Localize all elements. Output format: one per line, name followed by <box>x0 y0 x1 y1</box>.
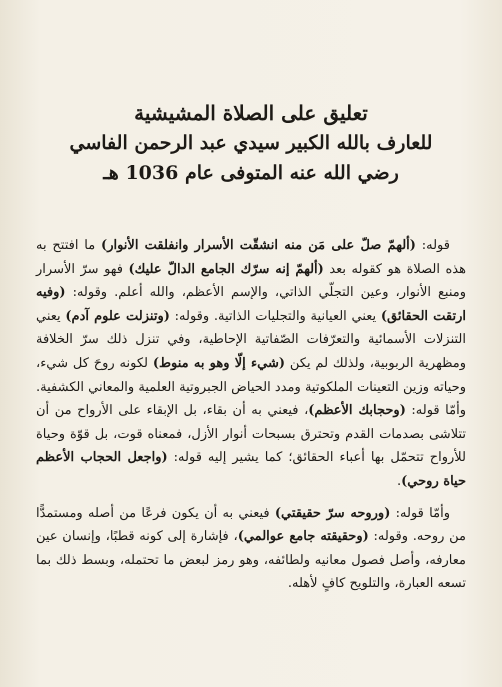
quoted-phrase: (شيء إلّا وهو به منوط) <box>152 355 286 371</box>
quoted-phrase: (وحجابك الأعظم) <box>308 403 406 419</box>
death-date-line: رضي الله عنه المتوفى عام 1036 هـ <box>103 162 399 184</box>
quoted-phrase: (ألهمّ إنه سرّك الجامع الدالّ عليك) <box>128 261 324 277</box>
text-run: قوله: <box>415 238 450 253</box>
text-run: يعني العيانية والتجليات الذاتية. وقوله: <box>169 308 381 324</box>
quoted-phrase: (واجعل الحجاب الأعظم حياة روحي) <box>36 450 466 489</box>
text-run: يعني التنزلات الأسمائية والتعرّفات الصّفاتية الإحاطية، وفي تنزل ذلك سرّ الخلافة ومظهرية الربوبية، ولذلك لم يكن <box>36 308 466 371</box>
text-run: . <box>397 473 402 489</box>
text-run: لكونه روحَ كل شيء، وحياته وزين التعينات الملكوتية ومدد الحياض الجبروتية العلمية والمعاني الكشفية. وأمّا قوله: <box>36 355 466 419</box>
bleed-through-text <box>40 22 462 52</box>
text-run: فهو سرّ الأسرار ومنبع الأنوار، وعين التجلّي الذاتي، والإسم الأعظم، والله أعلم. وقوله: <box>36 261 466 301</box>
text-run: فيعني به أن يكون فرعًا من أصله ومستمدًّا من روحه. وقوله: <box>36 505 467 545</box>
quoted-phrase: (وفيه ارتقت الحقائق) <box>36 285 466 324</box>
main-title: تعليق على الصلاة المشيشية <box>134 101 368 125</box>
quoted-phrase: (ألهمّ صلّ على مَن منه انشقّت الأسرار وانفلقت الأنوار) <box>101 238 416 253</box>
text-run: ما افتتح به هذه الصلاة هو كقوله بعد <box>36 238 466 277</box>
text-run: ، فإشارة إلى كونه قطبًا، وإنسان عين معارفه، وأصل فصول معانيه ولطائفه، وهو رمز لبعض ما تحتمله، وبسط ذلك بما تسعه العبارة، والتلويح كافٍ لأهله. <box>36 529 466 592</box>
author-line: للعارف بالله الكبير سيدي عبد الرحمن الفاسي <box>69 132 433 154</box>
text-run: ، فيعني به أن بقاء، بل الإبقاء على الأرواح من أن تتلاشى بصدمات القدم وتحترق بسبحات أنوار الأزل، فمعناه قوت، بل قوّة وحياة للأرواح تتحمّل بها أعباء الحقائق؛ كما يشير إليه قوله: <box>36 403 466 466</box>
body-text <box>36 234 466 596</box>
quoted-phrase: (وحقيقته جامع عوالمي) <box>237 529 369 545</box>
text-run: وأمّا قوله: <box>390 505 450 521</box>
paragraph-2 <box>36 502 466 596</box>
quoted-phrase: (وروحه سرّ حقيقتي) <box>274 505 391 521</box>
title-block <box>40 98 462 188</box>
quoted-phrase: (وتنزلت علوم آدم) <box>65 308 170 324</box>
paragraph-1 <box>36 234 466 494</box>
